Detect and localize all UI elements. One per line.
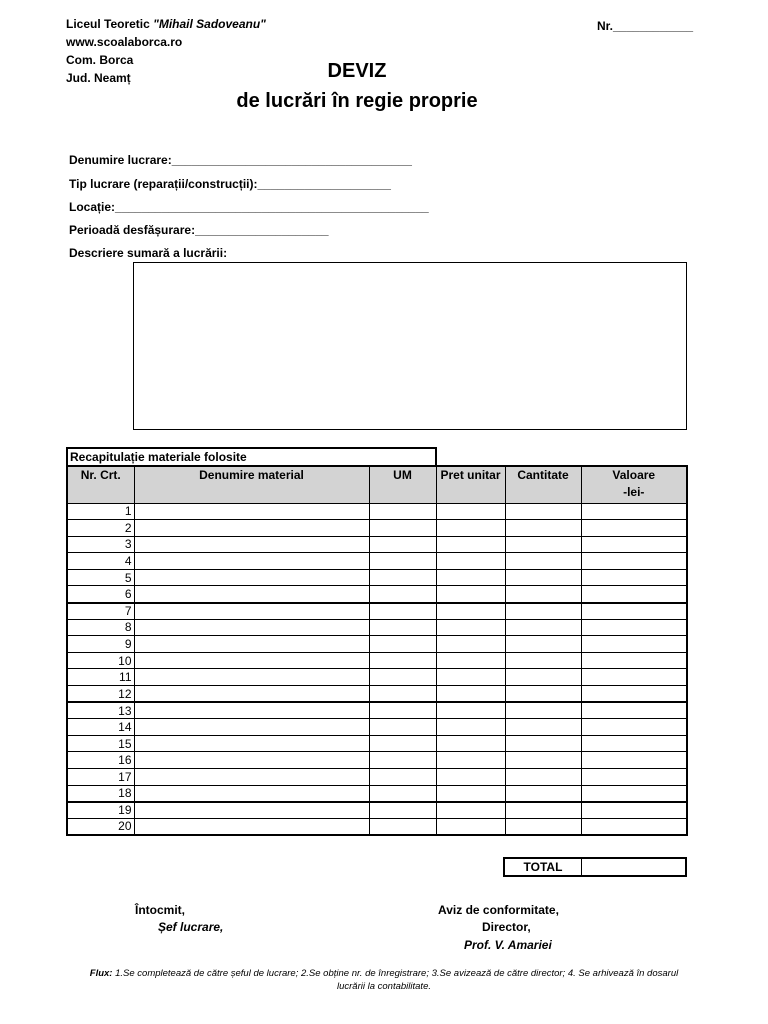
work-type-line: ____________________	[257, 177, 391, 191]
materials-table-title: Recapitulație materiale folosite	[66, 447, 437, 467]
material-name-cell	[134, 503, 369, 520]
materials-table-body	[67, 503, 687, 835]
quantity-cell	[505, 603, 581, 620]
unit-cell	[369, 652, 436, 669]
value-cell	[581, 719, 687, 736]
row-number-cell: 2	[67, 520, 134, 537]
material-name-cell	[134, 652, 369, 669]
unit-price-cell	[436, 769, 505, 786]
value-cell	[581, 785, 687, 802]
unit-price-cell	[436, 669, 505, 686]
value-cell	[581, 702, 687, 719]
table-row	[67, 636, 687, 653]
quantity-cell	[505, 752, 581, 769]
period-field	[69, 223, 329, 237]
table-row	[67, 569, 687, 586]
quantity-cell	[505, 569, 581, 586]
table-row	[67, 702, 687, 719]
quantity-cell	[505, 586, 581, 603]
value-cell	[581, 735, 687, 752]
value-cell	[581, 802, 687, 819]
value-cell	[581, 652, 687, 669]
unit-cell	[369, 752, 436, 769]
value-cell	[581, 669, 687, 686]
table-row	[67, 520, 687, 537]
unit-price-cell	[436, 586, 505, 603]
registration-number-field: Nr.____________	[597, 19, 694, 33]
row-number-cell: 4	[67, 553, 134, 570]
quantity-cell	[505, 652, 581, 669]
unit-price-cell	[436, 603, 505, 620]
row-number-cell: 5	[67, 569, 134, 586]
quantity-cell	[505, 735, 581, 752]
material-name-cell	[134, 669, 369, 686]
school-website: www.scoalaborca.ro	[66, 35, 183, 49]
director-label: Director,	[482, 920, 531, 934]
col-header-quantity: Cantitate	[505, 466, 581, 503]
work-name-label: Denumire lucrare:	[69, 153, 172, 167]
unit-price-cell	[436, 569, 505, 586]
row-number-cell: 6	[67, 586, 134, 603]
unit-price-cell	[436, 520, 505, 537]
unit-price-cell	[436, 735, 505, 752]
description-box	[133, 262, 687, 430]
row-number-cell: 1	[67, 503, 134, 520]
school-county: Jud. Neamț	[66, 71, 131, 85]
quantity-cell	[505, 503, 581, 520]
material-name-cell	[134, 520, 369, 537]
material-name-cell	[134, 603, 369, 620]
col-header-material: Denumire material	[134, 466, 369, 503]
quantity-cell	[505, 686, 581, 703]
total-row	[503, 857, 687, 877]
material-name-cell	[134, 802, 369, 819]
unit-price-cell	[436, 536, 505, 553]
table-row	[67, 752, 687, 769]
table-row	[67, 785, 687, 802]
work-chief-label: Șef lucrare,	[158, 920, 224, 934]
col-header-um: UM	[369, 466, 436, 503]
material-name-cell	[134, 818, 369, 835]
row-number-cell: 11	[67, 669, 134, 686]
materials-table	[66, 465, 688, 836]
table-row	[67, 652, 687, 669]
location-field	[69, 200, 429, 214]
row-number-cell: 7	[67, 603, 134, 620]
flow-footnote	[76, 967, 692, 993]
unit-price-cell	[436, 553, 505, 570]
value-cell	[581, 603, 687, 620]
unit-cell	[369, 536, 436, 553]
row-number-cell: 8	[67, 619, 134, 636]
quantity-cell	[505, 818, 581, 835]
table-row	[67, 818, 687, 835]
unit-price-cell	[436, 619, 505, 636]
material-name-cell	[134, 569, 369, 586]
quantity-cell	[505, 520, 581, 537]
table-row	[67, 669, 687, 686]
work-name-line: ____________________________________	[171, 153, 412, 167]
school-name-line	[66, 17, 266, 31]
material-name-cell	[134, 536, 369, 553]
unit-cell	[369, 686, 436, 703]
material-name-cell	[134, 702, 369, 719]
row-number-cell: 13	[67, 702, 134, 719]
table-row	[67, 735, 687, 752]
table-row	[67, 503, 687, 520]
conformity-approval-label: Aviz de conformitate,	[438, 903, 559, 917]
document-title: DEVIZ	[327, 60, 387, 82]
quantity-cell	[505, 702, 581, 719]
quantity-cell	[505, 802, 581, 819]
quantity-cell	[505, 536, 581, 553]
unit-cell	[369, 719, 436, 736]
unit-cell	[369, 586, 436, 603]
school-commune: Com. Borca	[66, 53, 134, 67]
table-row	[67, 603, 687, 620]
unit-price-cell	[436, 719, 505, 736]
period-line: ____________________	[195, 223, 329, 237]
material-name-cell	[134, 719, 369, 736]
quantity-cell	[505, 669, 581, 686]
unit-cell	[369, 669, 436, 686]
row-number-cell: 14	[67, 719, 134, 736]
value-cell	[581, 769, 687, 786]
unit-cell	[369, 818, 436, 835]
unit-cell	[369, 520, 436, 537]
row-number-cell: 18	[67, 785, 134, 802]
col-header-value	[581, 466, 687, 503]
row-number-cell: 10	[67, 652, 134, 669]
value-cell	[581, 818, 687, 835]
table-row	[67, 536, 687, 553]
work-type-field	[69, 177, 391, 191]
row-number-cell: 19	[67, 802, 134, 819]
material-name-cell	[134, 553, 369, 570]
work-name-field	[69, 153, 412, 167]
row-number-cell: 20	[67, 818, 134, 835]
value-cell	[581, 569, 687, 586]
value-cell	[581, 636, 687, 653]
material-name-cell	[134, 752, 369, 769]
unit-cell	[369, 636, 436, 653]
unit-price-cell	[436, 702, 505, 719]
unit-price-cell	[436, 636, 505, 653]
row-number-cell: 17	[67, 769, 134, 786]
material-name-cell	[134, 785, 369, 802]
row-number-cell: 12	[67, 686, 134, 703]
prepared-by-label: Întocmit,	[135, 903, 185, 917]
quantity-cell	[505, 553, 581, 570]
value-cell	[581, 536, 687, 553]
value-cell	[581, 586, 687, 603]
table-row	[67, 719, 687, 736]
total-label: TOTAL	[505, 859, 582, 875]
quantity-cell	[505, 636, 581, 653]
col-header-price: Pret unitar	[436, 466, 505, 503]
quantity-cell	[505, 719, 581, 736]
value-cell	[581, 752, 687, 769]
quantity-cell	[505, 785, 581, 802]
table-row	[67, 802, 687, 819]
row-number-cell: 15	[67, 735, 134, 752]
col-header-value-label: Valoare	[612, 468, 656, 482]
unit-price-cell	[436, 686, 505, 703]
value-cell	[581, 686, 687, 703]
unit-cell	[369, 503, 436, 520]
table-row	[67, 686, 687, 703]
material-name-cell	[134, 686, 369, 703]
unit-cell	[369, 702, 436, 719]
table-row	[67, 769, 687, 786]
flow-footnote-text: 1.Se completează de către șeful de lucrare; 2.Se obține nr. de înregistrare; 3.Se avizează de către director; 4. Se arhivează în dosarul lucrării la contabilitate.	[112, 968, 679, 992]
table-header-row	[67, 466, 687, 503]
location-label: Locație:	[69, 200, 116, 214]
material-name-cell	[134, 769, 369, 786]
period-label: Perioadă desfășurare:	[69, 223, 196, 237]
value-cell	[581, 553, 687, 570]
flow-footnote-label: Flux:	[89, 968, 113, 979]
location-line: _______________________________________________	[115, 200, 429, 214]
col-header-value-unit: -lei-	[623, 485, 645, 499]
material-name-cell	[134, 735, 369, 752]
value-cell	[581, 503, 687, 520]
value-cell	[581, 619, 687, 636]
quantity-cell	[505, 769, 581, 786]
unit-cell	[369, 785, 436, 802]
unit-price-cell	[436, 802, 505, 819]
director-name: Prof. V. Amariei	[464, 938, 552, 952]
col-header-nr: Nr. Crt.	[67, 466, 134, 503]
unit-price-cell	[436, 752, 505, 769]
table-row	[67, 586, 687, 603]
row-number-cell: 9	[67, 636, 134, 653]
unit-price-cell	[436, 652, 505, 669]
unit-price-cell	[436, 818, 505, 835]
unit-cell	[369, 802, 436, 819]
table-row	[67, 553, 687, 570]
school-name: "Mihail Sadoveanu"	[153, 17, 266, 31]
row-number-cell: 16	[67, 752, 134, 769]
document-subtitle: de lucrări în regie proprie	[236, 90, 478, 112]
material-name-cell	[134, 636, 369, 653]
row-number-cell: 3	[67, 536, 134, 553]
school-prefix: Liceul Teoretic	[66, 17, 154, 31]
unit-price-cell	[436, 503, 505, 520]
total-value-cell	[582, 859, 685, 875]
quantity-cell	[505, 619, 581, 636]
material-name-cell	[134, 586, 369, 603]
unit-cell	[369, 619, 436, 636]
value-cell	[581, 520, 687, 537]
unit-cell	[369, 569, 436, 586]
description-label: Descriere sumară a lucrării:	[69, 246, 228, 260]
unit-cell	[369, 769, 436, 786]
material-name-cell	[134, 619, 369, 636]
unit-cell	[369, 603, 436, 620]
unit-price-cell	[436, 785, 505, 802]
table-row	[67, 619, 687, 636]
unit-cell	[369, 553, 436, 570]
work-type-label: Tip lucrare (reparații/construcții):	[69, 177, 258, 191]
unit-cell	[369, 735, 436, 752]
